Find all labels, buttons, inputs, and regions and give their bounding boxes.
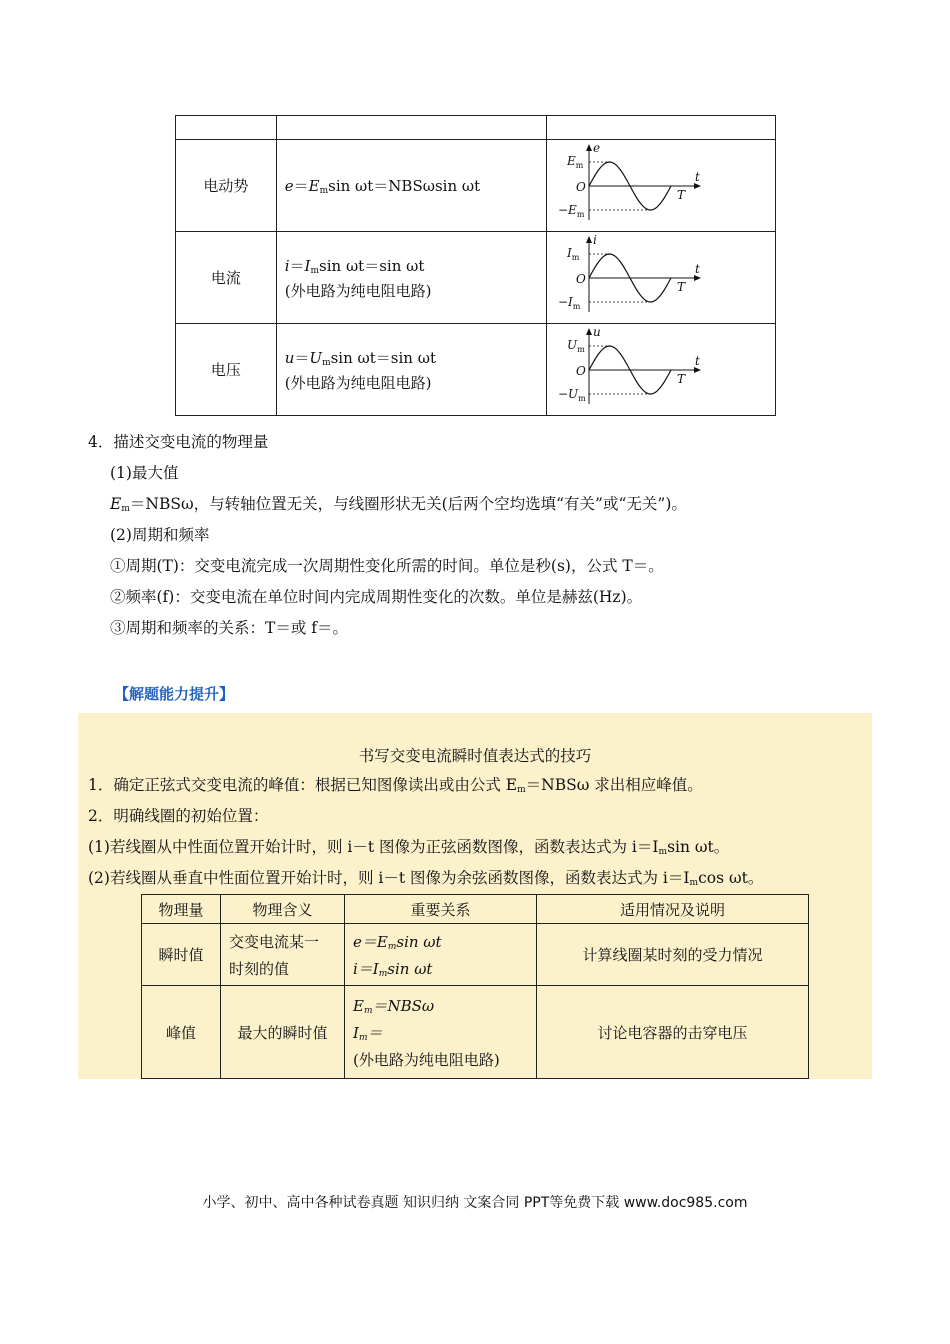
row-formula: $e=E_m\sin$ ωt＝NBSωsin ωt [276,140,546,232]
tips-title: 书写交变电流瞬时值表达式的技巧 [358,747,592,765]
table-header-row [176,116,776,140]
time-axis-label: t [694,170,700,184]
ac-quantities-table [175,115,776,416]
table-header: 适用情况及说明 [537,895,809,924]
table-header: 重要关系 [345,895,537,924]
table-row [176,324,776,416]
period-text: ①周期(T)：交变电流完成一次周期性变化所需的时间。单位是秒(s)，公式 T＝。 [110,557,664,575]
period-heading: (2)周期和频率 [110,526,210,544]
axis-arrow-icon [586,236,592,243]
table-header: 物理量 [142,895,221,924]
table-header: 物理含义 [221,895,345,924]
origin-label: O [575,364,586,378]
row-name: 电动势 [176,140,277,232]
period-label: T [676,372,685,386]
axis-arrow-icon [586,328,592,335]
sine-waveform-graph [547,232,775,319]
values-table [141,894,809,1079]
time-axis-label: t [694,354,700,368]
row-name: 电压 [176,324,277,416]
waveform-cell [546,324,775,416]
peak-label: $I_m$ [566,246,580,262]
tips-line: 2．明确线圈的初始位置： [88,807,269,825]
row-formula: $i=I_m\sin$ ωt＝sin ωt (外电路为纯电阻电路) [276,232,546,324]
trough-label: $-E_m$ [557,203,585,219]
axis-arrow-icon [586,144,592,151]
row-note: (外电路为纯电阻电路) [284,281,432,300]
table-header-row [142,895,809,924]
table-cell: 峰值 [142,986,221,1079]
row-note: (外电路为纯电阻电路) [284,373,432,392]
period-label: T [676,188,685,202]
waveform-cell [546,140,775,232]
table-cell: $E_m=NBS\omega$ $I_m=$ (外电路为纯电阻电路) [345,986,537,1079]
table-row [176,232,776,324]
trough-label: $-U_m$ [557,387,586,403]
tips-line: 1．确定正弦式交变电流的峰值：根据已知图像读出或由公式 $E_m=NBS\omega$ 求出相应峰值。 [88,776,703,795]
table-cell: 计算线圈某时刻的受力情况 [537,924,809,986]
sine-waveform-graph [547,140,775,227]
max-text: $E_m=NBS\omega$，与转轴位置无关，与线圈形状无关(后两个空均选填“有关”或“无关”)。 [110,495,687,514]
time-axis-label: t [694,262,700,276]
axis-label: u [592,325,601,339]
ability-heading: 【解题能力提升】 [114,685,235,703]
table-cell: 最大的瞬时值 [221,986,345,1079]
table-cell [176,116,277,140]
row-formula: $u=U_m\sin$ ωt＝sin ωt (外电路为纯电阻电路) [276,324,546,416]
origin-label: O [575,180,586,194]
tips-line: (2)若线圈从垂直中性面位置开始计时，则 i－t 图像为余弦函数图像，函数表达式为 $i=I_m\cos$ ωt。 [88,869,764,888]
row-name: 电流 [176,232,277,324]
table-row [176,140,776,232]
sine-waveform-graph [547,324,775,411]
waveform-cell [546,232,775,324]
frequency-text: ②频率(f)：交变电流在单位时间内完成周期性变化的次数。单位是赫兹(Hz)。 [110,588,643,606]
peak-label: $U_m$ [566,338,585,354]
max-heading: (1)最大值 [110,464,179,482]
relation-text: ③周期和频率的关系：T＝或 f＝。 [110,619,349,637]
table-cell [546,116,775,140]
origin-label: O [575,272,586,286]
table-cell: 瞬时值 [142,924,221,986]
section-title: 4．描述交变电流的物理量 [88,433,269,451]
period-label: T [676,280,685,294]
peak-label: $E_m$ [566,154,584,170]
tips-line: (1)若线圈从中性面位置开始计时，则 i－t 图像为正弦函数图像，函数表达式为 $i=I_m\sin$ ωt。 [88,838,730,857]
axis-label: i [592,233,597,247]
table-row [142,986,809,1079]
table-cell: 讨论电容器的击穿电压 [537,986,809,1079]
page-footer: 小学、初中、高中各种试卷真题 知识归纳 文案合同 PPT等免费下载 www.doc985.com [202,1195,748,1211]
table-cell [276,116,546,140]
table-row [142,924,809,986]
trough-label: $-I_m$ [557,295,581,311]
table-cell: 交变电流某一 时刻的值 [221,924,345,986]
table-cell: $e=E_m\sin$ ωt $i=I_m\sin$ ωt [345,924,537,986]
axis-label: e [592,141,601,155]
